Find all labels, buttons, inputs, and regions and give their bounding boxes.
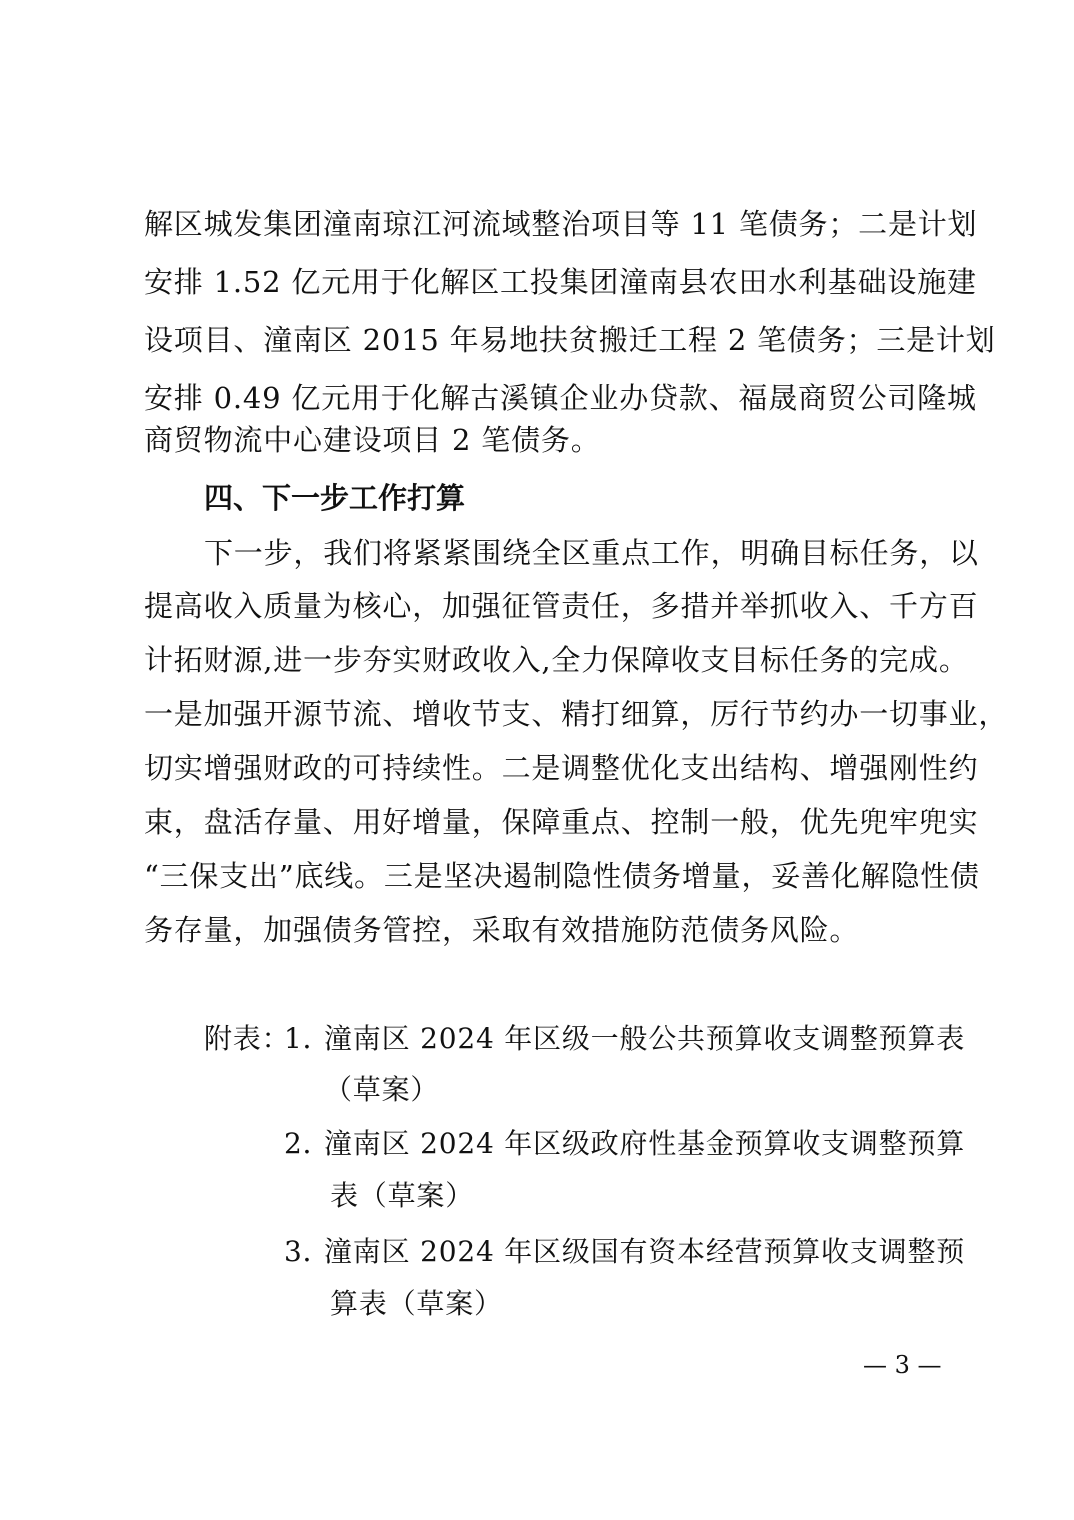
plan-line-2: 提高收入质量为核心，加强征管责任，多措并举抓收入、千方百: [144, 589, 979, 623]
body-line-5: 商贸物流中心建设项目 2 笔债务。: [144, 423, 601, 457]
plan-line-3: 计拓财源,进一步夯实财政收入,全力保障收支目标任务的完成。: [144, 643, 969, 677]
plan-line-5: 切实增强财政的可持续性。二是调整优化支出结构、增强刚性约: [144, 751, 979, 785]
page-number: — 3 —: [863, 1351, 942, 1379]
attachment-3-subtitle: 算表（草案）: [330, 1287, 503, 1320]
attachment-1-subtitle: （草案）: [324, 1073, 440, 1106]
attachment-2-title: 潼南区 2024 年区级政府性基金预算收支调整预算: [324, 1127, 966, 1160]
body-line-1: 解区城发集团潼南琼江河流域整治项目等 11 笔债务；二是计划: [144, 207, 978, 241]
attachment-1-number: 1．: [284, 1022, 332, 1055]
attachment-2-subtitle: 表（草案）: [330, 1179, 475, 1212]
plan-line-1: 下一步，我们将紧紧围绕全区重点工作，明确目标任务，以: [204, 536, 979, 570]
attachment-2-number: 2．: [284, 1127, 332, 1160]
plan-line-4: 一是加强开源节流、增收节支、精打细算，厉行节约办一切事业，: [144, 697, 1009, 731]
plan-line-7: “三保支出”底线。三是坚决遏制隐性债务增量，妥善化解隐性债: [144, 859, 980, 893]
plan-line-6: 束，盘活存量、用好增量，保障重点、控制一般，优先兜牢兜实: [144, 805, 979, 839]
attachment-1-title: 潼南区 2024 年区级一般公共预算收支调整预算表: [324, 1022, 966, 1055]
section-heading: 四、下一步工作打算: [204, 481, 466, 515]
body-line-3: 设项目、潼南区 2015 年易地扶贫搬迁工程 2 笔债务；三是计划: [144, 323, 996, 357]
plan-line-8: 务存量，加强债务管控，采取有效措施防范债务风险。: [144, 913, 860, 947]
attachment-3-title: 潼南区 2024 年区级国有资本经营预算收支调整预: [324, 1235, 966, 1268]
attachments-label: 附表：: [204, 1022, 291, 1055]
body-line-4: 安排 0.49 亿元用于化解古溪镇企业办贷款、福晟商贸公司隆城: [144, 381, 977, 415]
body-line-2: 安排 1.52 亿元用于化解区工投集团潼南县农田水利基础设施建: [144, 265, 977, 299]
attachment-3-number: 3．: [284, 1235, 332, 1268]
